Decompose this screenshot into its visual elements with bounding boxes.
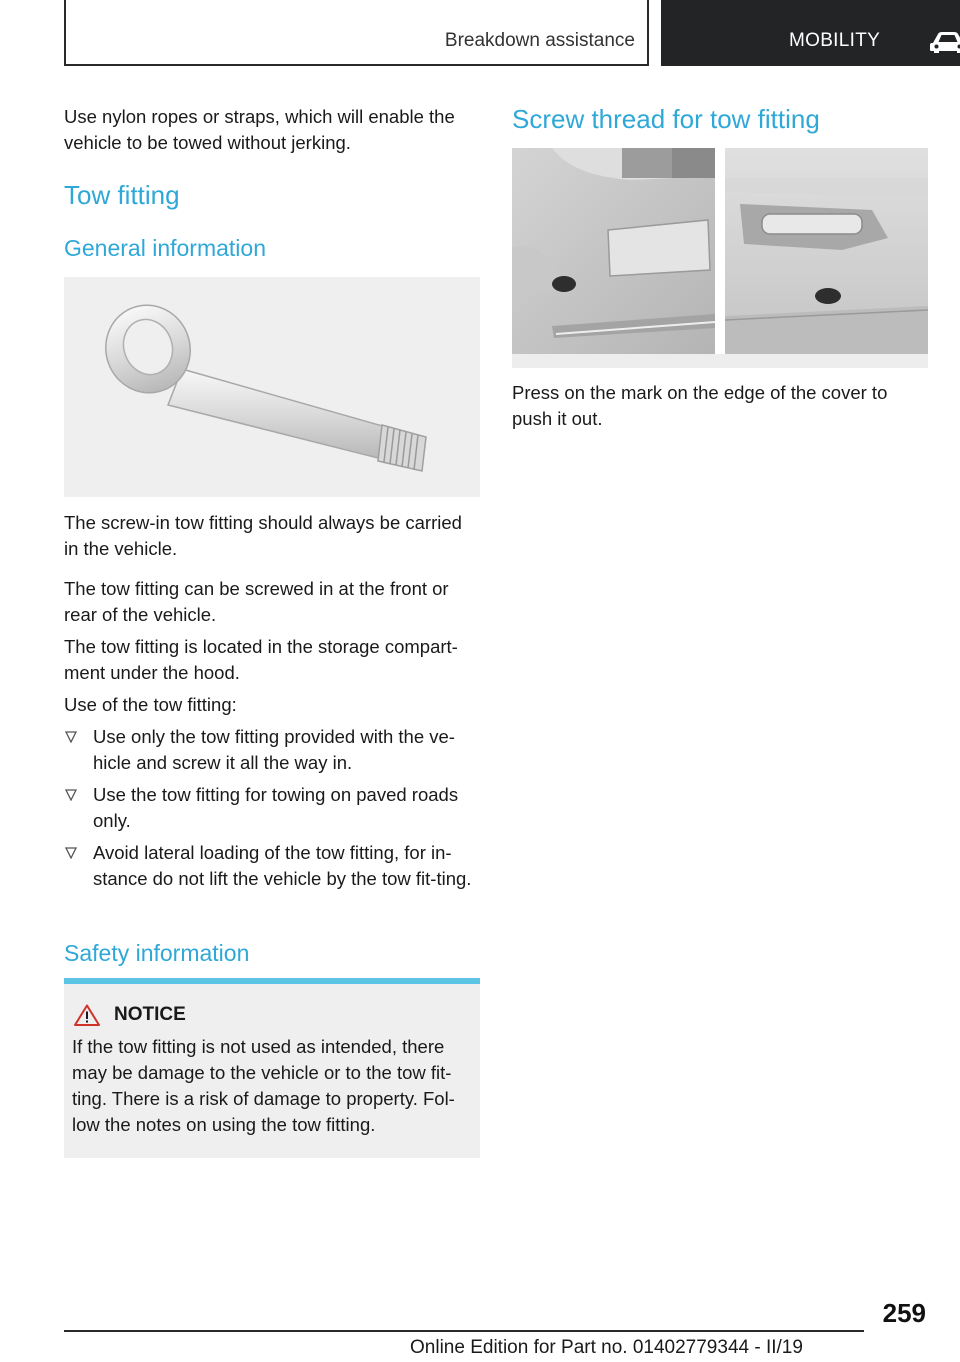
press-mark-paragraph: Press on the mark on the edge of the cover to push it out. [512, 382, 888, 429]
bullet-triangle-icon [65, 731, 77, 743]
list-item: Use only the tow fitting provided with the ve-hicle and screw it all the way in. [64, 724, 480, 776]
section-title: MOBILITY [789, 30, 881, 51]
carry-paragraph: The screw-in tow fitting should always be carried in the vehicle. [64, 512, 462, 559]
warning-triangle-icon [74, 1004, 100, 1026]
footer-edition: Online Edition for Part no. 01402779344 - II/19 [410, 1337, 803, 1358]
bullet-triangle-icon [65, 789, 77, 801]
notice-box [64, 978, 480, 1158]
chapter-title: Breakdown assistance [444, 30, 635, 51]
list-item: Use the tow fitting for towing on paved roads only. [64, 782, 480, 834]
list-item: Avoid lateral loading of the tow fitting, for in-stance do not lift the vehicle by the tow fit-ting. [64, 840, 480, 892]
front-rear-paragraph: The tow fitting can be screwed in at the front or rear of the vehicle. [64, 578, 449, 625]
page-number: 259 [882, 1298, 926, 1328]
bullet-triangle-icon [65, 847, 77, 859]
intro-paragraph: Use nylon ropes or straps, which will enable the vehicle to be towed without jerking. [64, 106, 455, 153]
page-header [64, 0, 960, 66]
tow-fitting-illustration [64, 277, 480, 497]
section-tab [661, 0, 960, 66]
general-info-heading: General information [64, 235, 266, 261]
tow-fitting-heading: Tow fitting [64, 180, 180, 210]
screw-thread-heading: Screw thread for tow fitting [512, 104, 820, 134]
notice-title: NOTICE [114, 1004, 186, 1025]
car-icon [929, 30, 960, 54]
location-paragraph: The tow fitting is located in the storage compart-ment under the hood. [64, 636, 458, 683]
notice-text: If the tow fitting is not used as intended, there may be damage to the vehicle or to the tow fit-ting. There is a risk of damage to property. Fol-low the notes on using the tow fitting. [72, 1036, 455, 1135]
chapter-tab [64, 0, 649, 66]
use-intro-paragraph: Use of the tow fitting: [64, 694, 237, 715]
usage-list [64, 724, 480, 892]
safety-info-heading: Safety information [64, 940, 250, 966]
bumper-cover-illustration [512, 148, 928, 368]
footer-divider [64, 1330, 864, 1332]
